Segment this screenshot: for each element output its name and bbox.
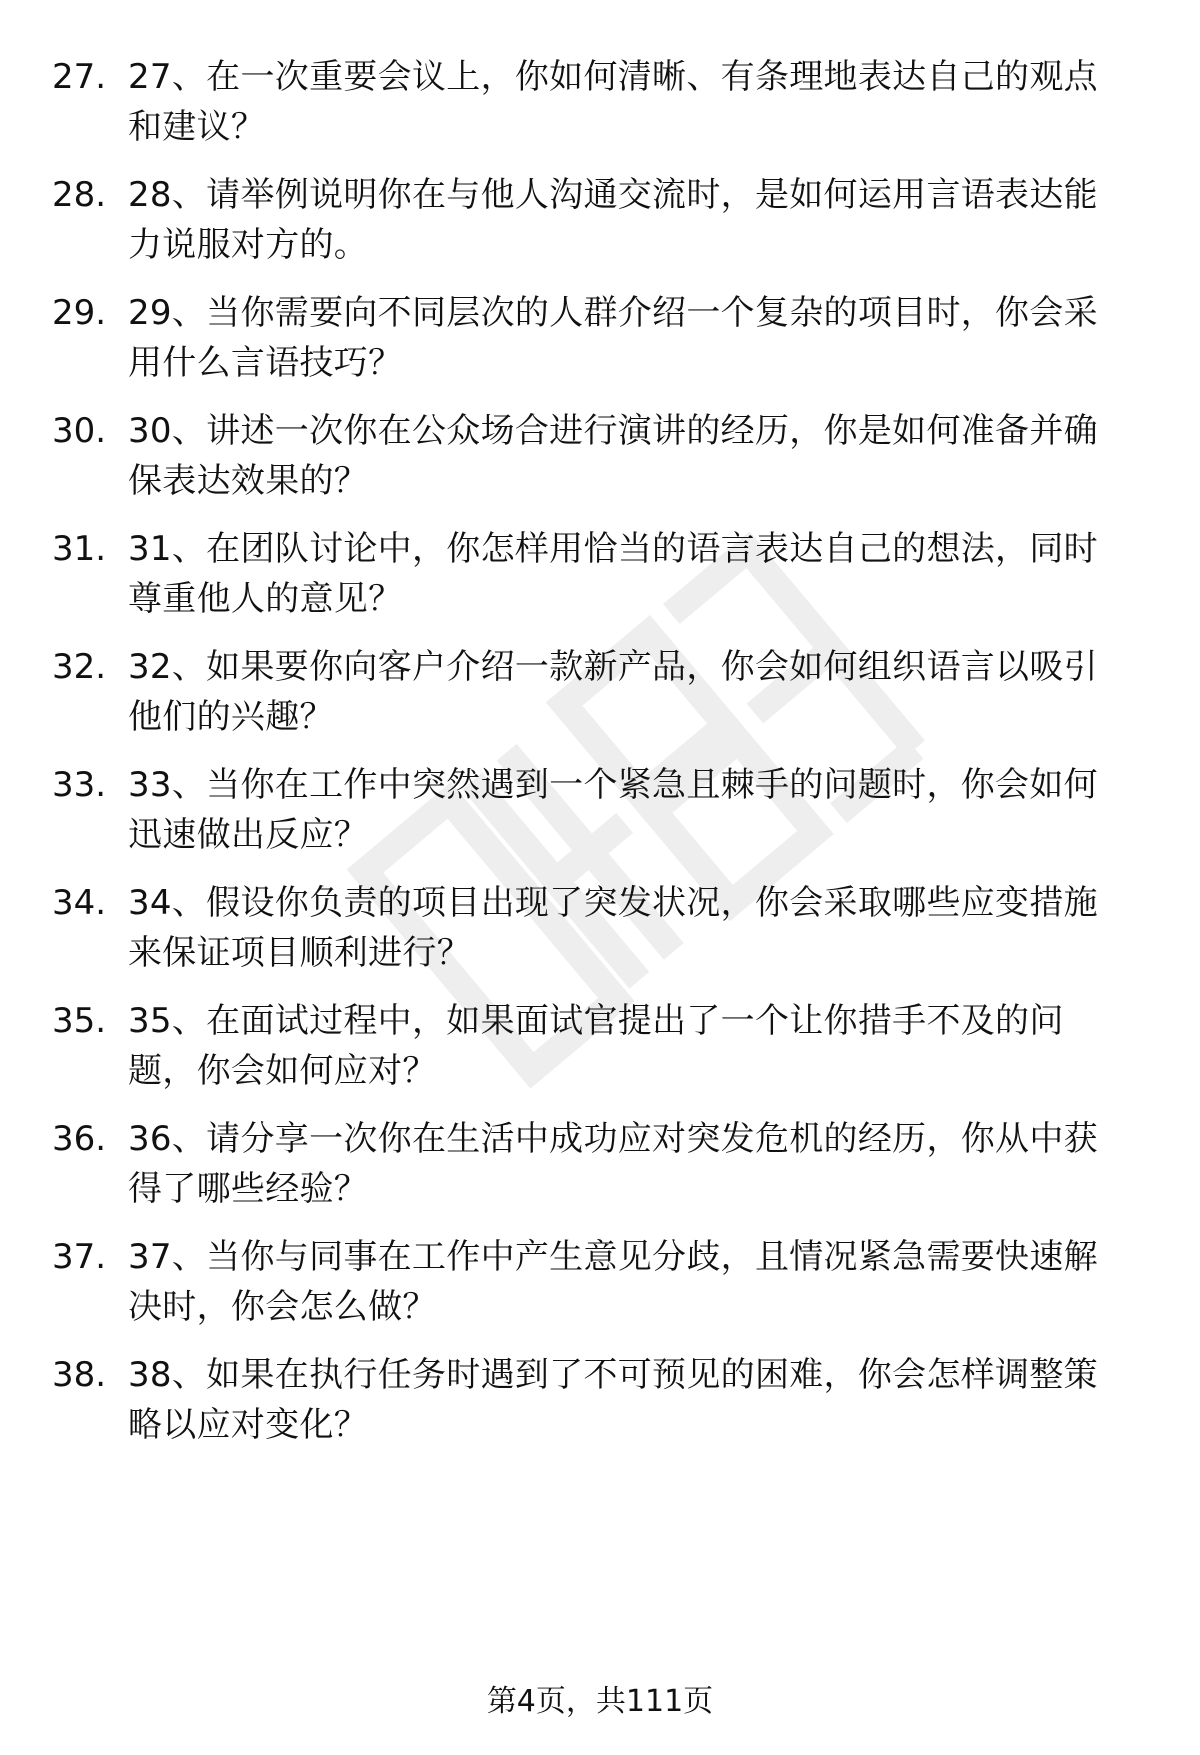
question-text: 31、在团队讨论中，你怎样用恰当的语言表达自己的想法，同时 尊重他人的意见？ xyxy=(128,529,1098,619)
list-item xyxy=(0,1232,1200,1332)
list-item xyxy=(0,1114,1200,1214)
item-number: 38. xyxy=(52,1355,107,1395)
list-item xyxy=(0,406,1200,506)
list-item xyxy=(0,170,1200,270)
question-text: 30、讲述一次你在公众场合进行演讲的经历，你是如何准备并确 保表达效果的？ xyxy=(128,411,1098,501)
item-number: 30. xyxy=(52,411,107,451)
question-text: 32、如果要你向客户介绍一款新产品，你会如何组织语言以吸引 他们的兴趣？ xyxy=(128,647,1098,737)
question-text: 36、请分享一次你在生活中成功应对突发危机的经历，你从中获 得了哪些经验？ xyxy=(128,1119,1098,1209)
item-number: 36. xyxy=(52,1119,107,1159)
question-text: 37、当你与同事在工作中产生意见分歧，且情况紧急需要快速解 决时，你会怎么做？ xyxy=(128,1237,1098,1327)
list-item xyxy=(0,524,1200,624)
item-number: 29. xyxy=(52,293,107,333)
item-number: 34. xyxy=(52,883,107,923)
item-number: 28. xyxy=(52,175,107,215)
list-item xyxy=(0,878,1200,978)
list-item xyxy=(0,760,1200,860)
page-footer: 第4页，共111页 xyxy=(486,1684,714,1719)
list-item xyxy=(0,1350,1200,1450)
list-item xyxy=(0,996,1200,1096)
question-text: 35、在面试过程中，如果面试官提出了一个让你措手不及的问 题，你会如何应对？ xyxy=(128,1001,1064,1091)
question-text: 33、当你在工作中突然遇到一个紧急且棘手的问题时，你会如何 迅速做出反应？ xyxy=(128,765,1098,855)
item-number: 37. xyxy=(52,1237,107,1277)
list-item xyxy=(0,642,1200,742)
question-text: 28、请举例说明你在与他人沟通交流时，是如何运用言语表达能 力说服对方的。 xyxy=(128,175,1098,265)
list-item xyxy=(0,288,1200,388)
item-number: 31. xyxy=(52,529,107,569)
question-text: 38、如果在执行任务时遇到了不可预见的困难，你会怎样调整策 略以应对变化？ xyxy=(128,1355,1098,1445)
item-number: 35. xyxy=(52,1001,107,1041)
list-item xyxy=(0,52,1200,152)
question-text: 29、当你需要向不同层次的人群介绍一个复杂的项目时，你会采 用什么言语技巧？ xyxy=(128,293,1098,383)
item-number: 27. xyxy=(52,57,107,97)
item-number: 32. xyxy=(52,647,107,687)
item-number: 33. xyxy=(52,765,107,805)
question-text: 27、在一次重要会议上，你如何清晰、有条理地表达自己的观点 和建议？ xyxy=(128,57,1098,147)
question-text: 34、假设你负责的项目出现了突发状况，你会采取哪些应变措施 来保证项目顺利进行？ xyxy=(128,883,1098,973)
